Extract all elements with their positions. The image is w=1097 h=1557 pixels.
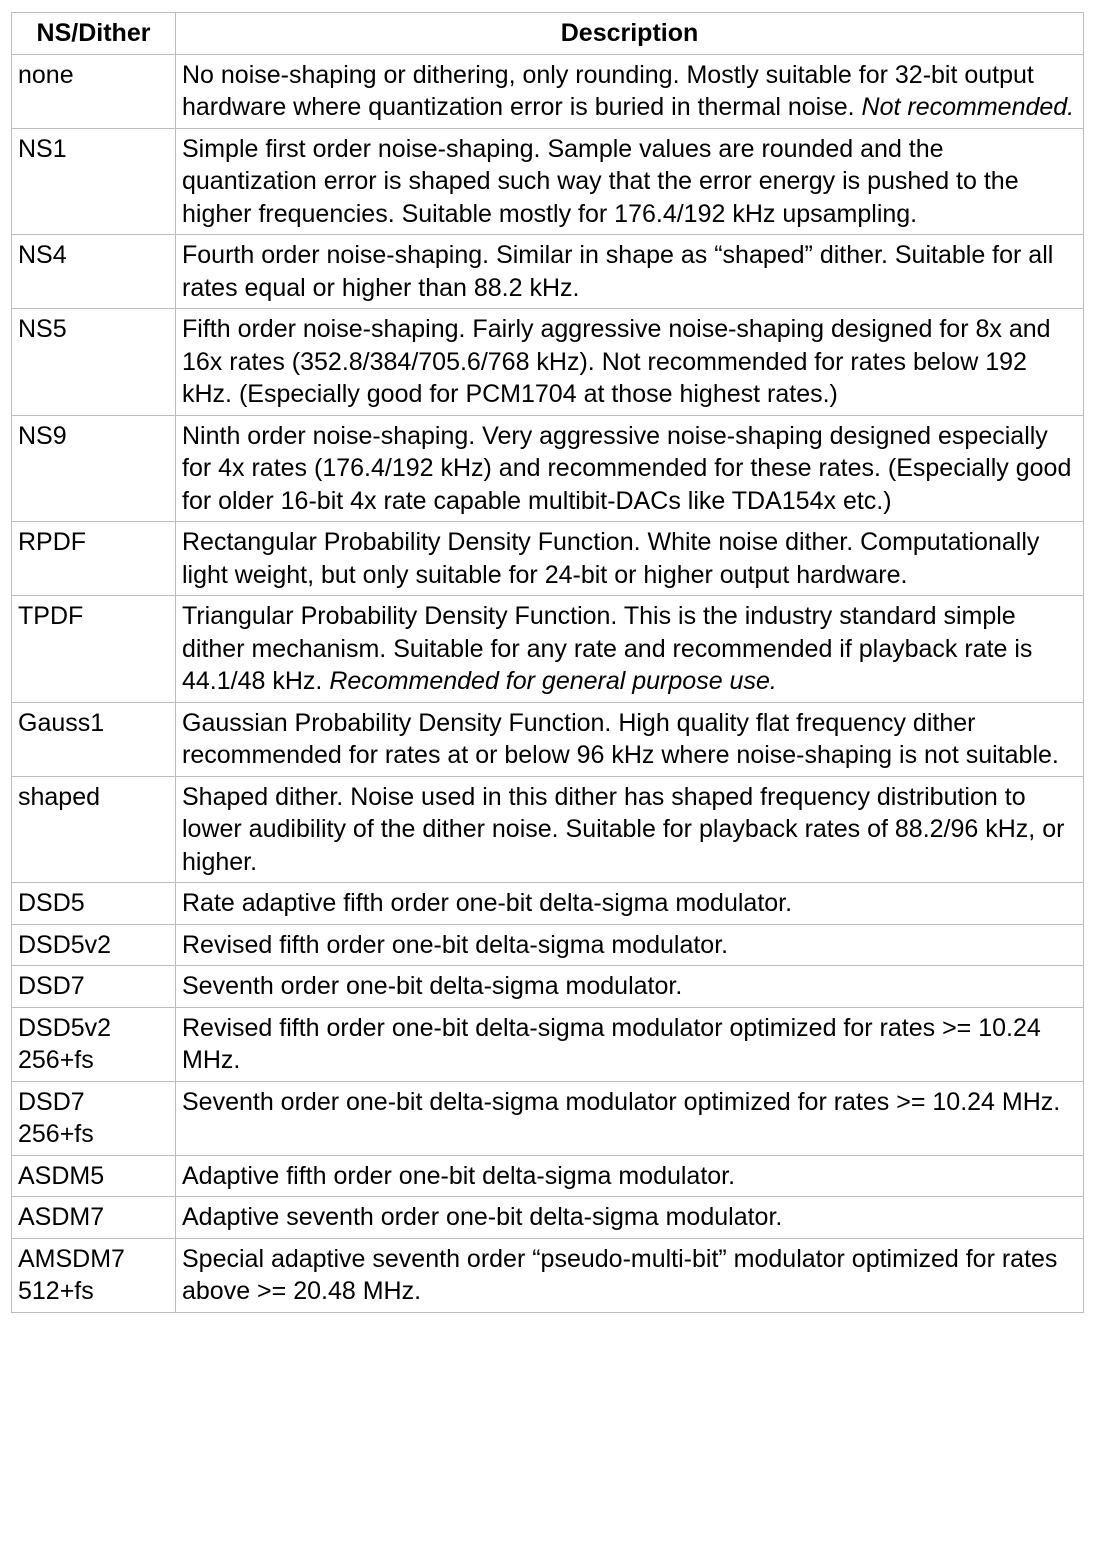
table-row: [12, 883, 1084, 925]
row-name-cell: TPDF: [12, 596, 176, 703]
description-text: No noise-shaping or dithering, only rounding. Mostly suitable for 32-bit output hardware where quantization error is buried in thermal noise.: [182, 60, 1034, 121]
row-name-cell: NS1: [12, 128, 176, 235]
description-text: Seventh order one-bit delta-sigma modulator.: [182, 972, 683, 1000]
row-name-cell: NS5: [12, 309, 176, 416]
table-body: [12, 54, 1084, 1312]
description-text: Fourth order noise-shaping. Similar in shape as “shaped” dither. Suitable for all rates equal or higher than 88.2 kHz.: [182, 241, 1054, 302]
table-row: [12, 1155, 1084, 1197]
row-name-cell: NS4: [12, 235, 176, 309]
row-name-cell: none: [12, 54, 176, 128]
row-description-cell: [176, 415, 1084, 522]
description-text: Rate adaptive fifth order one-bit delta-sigma modulator.: [182, 889, 793, 917]
row-description-cell: [176, 966, 1084, 1008]
description-text: Shaped dither. Noise used in this dither has shaped frequency distribution to lower audibility of the dither noise. Suitable for playback rates of 88.2/96 kHz, or higher.: [182, 782, 1065, 876]
table-row: [12, 924, 1084, 966]
table-row: [12, 522, 1084, 596]
row-description-cell: [176, 924, 1084, 966]
row-description-cell: [176, 1007, 1084, 1081]
table-row: [12, 1197, 1084, 1239]
description-text: Adaptive seventh order one-bit delta-sigma modulator.: [182, 1203, 783, 1231]
row-description-cell: [176, 522, 1084, 596]
row-description-cell: [176, 1081, 1084, 1155]
row-name-cell: DSD5v2: [12, 924, 176, 966]
row-name-cell: shaped: [12, 776, 176, 883]
description-text: Special adaptive seventh order “pseudo-multi-bit” modulator optimized for rates above >= 20.48 MHz.: [182, 1244, 1058, 1305]
description-text: Simple first order noise-shaping. Sample values are rounded and the quantization error is shaped such way that the error energy is pushed to the higher frequencies. Suitable mostly for 176.4/192 kHz upsampling.: [182, 134, 1019, 228]
table-row: [12, 776, 1084, 883]
table-row: [12, 966, 1084, 1008]
row-name-cell: DSD5: [12, 883, 176, 925]
row-name-cell: DSD5v2 256+fs: [12, 1007, 176, 1081]
table-row: [12, 702, 1084, 776]
table-row: [12, 1007, 1084, 1081]
table-row: [12, 1081, 1084, 1155]
table-row: [12, 1238, 1084, 1312]
description-text: Seventh order one-bit delta-sigma modulator optimized for rates >= 10.24 MHz.: [182, 1087, 1061, 1116]
description-text: Adaptive fifth order one-bit delta-sigma modulator.: [182, 1161, 736, 1190]
table-row: [12, 309, 1084, 416]
description-text: Fifth order noise-shaping. Fairly aggressive noise-shaping designed for 8x and 16x rates (352.8/384/705.6/768 kHz). Not recommended for rates below 192 kHz. (Especially good for PCM1704 at those highest rates.): [182, 315, 1051, 408]
column-header-ns-dither: NS/Dither: [12, 13, 176, 55]
description-text: Ninth order noise-shaping. Very aggressive noise-shaping designed especially for 4x rates (176.4/192 kHz) and recommended for these rates. (Especially good for older 16-bit 4x rate capable multibit-DACs like TDA154x etc.): [182, 421, 1072, 515]
row-description-cell: [176, 128, 1084, 235]
description-note: Not recommended.: [861, 93, 1075, 121]
row-name-cell: DSD7 256+fs: [12, 1081, 176, 1155]
row-description-cell: [176, 1155, 1084, 1197]
table-row: [12, 128, 1084, 235]
row-name-cell: RPDF: [12, 522, 176, 596]
column-header-description: Description: [176, 13, 1084, 55]
row-description-cell: [176, 1197, 1084, 1239]
row-description-cell: [176, 235, 1084, 309]
row-description-cell: [176, 54, 1084, 128]
row-name-cell: AMSDM7 512+fs: [12, 1238, 176, 1312]
row-description-cell: [176, 309, 1084, 416]
description-text: Revised fifth order one-bit delta-sigma modulator.: [182, 930, 729, 959]
row-name-cell: ASDM5: [12, 1155, 176, 1197]
description-text: Revised fifth order one-bit delta-sigma modulator optimized for rates >= 10.24 MHz.: [182, 1013, 1041, 1074]
row-name-cell: NS9: [12, 415, 176, 522]
description-text: Triangular Probability Density Function. This is the industry standard simple dither mechanism. Suitable for any rate and recommended if playback rate is 44.1/48 kHz.: [182, 602, 1033, 695]
row-description-cell: [176, 596, 1084, 703]
table-row: [12, 596, 1084, 703]
row-description-cell: [176, 702, 1084, 776]
row-description-cell: [176, 883, 1084, 925]
table-header-row: [12, 13, 1084, 55]
description-text: Rectangular Probability Density Function. White noise dither. Computationally light weight, but only suitable for 24-bit or higher output hardware.: [182, 528, 1040, 589]
description-note: Recommended for general purpose use.: [329, 667, 777, 695]
table-row: [12, 235, 1084, 309]
dither-table: [11, 12, 1084, 1313]
description-text: Gaussian Probability Density Function. High quality flat frequency dither recommended for rates at or below 96 kHz where noise-shaping is not suitable.: [182, 708, 1059, 769]
row-name-cell: DSD7: [12, 966, 176, 1008]
table-row: [12, 415, 1084, 522]
row-description-cell: [176, 1238, 1084, 1312]
row-name-cell: Gauss1: [12, 702, 176, 776]
row-name-cell: ASDM7: [12, 1197, 176, 1239]
row-description-cell: [176, 776, 1084, 883]
table-row: [12, 54, 1084, 128]
